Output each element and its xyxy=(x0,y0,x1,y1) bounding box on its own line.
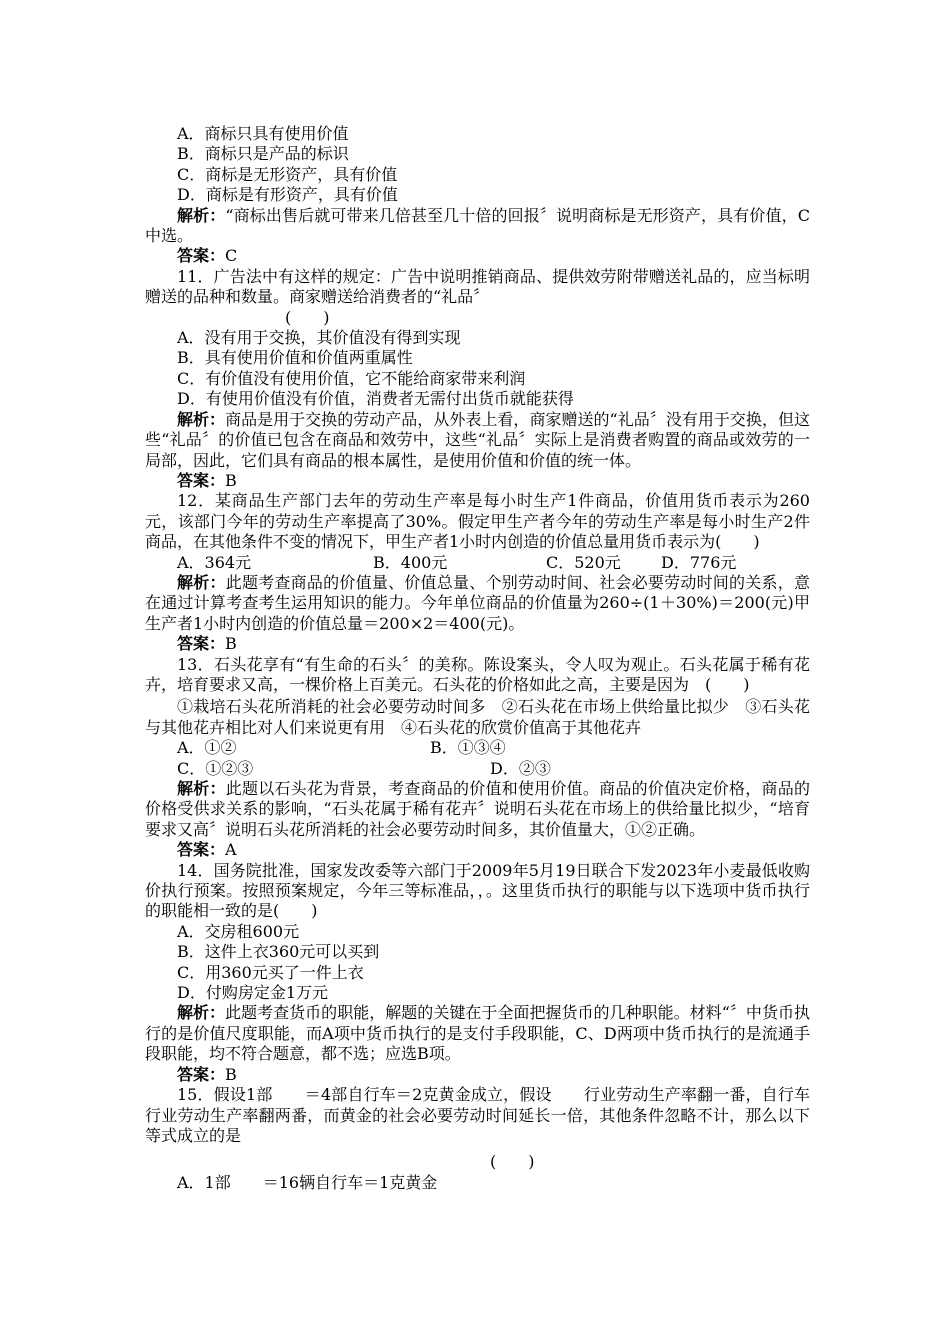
q12-analysis-label: 解析： xyxy=(177,572,226,592)
q11-option-a: A．没有用于交换，其价值没有得到实现 xyxy=(177,328,461,348)
q13-analysis xyxy=(145,779,810,840)
q12-option-d: D．776元 xyxy=(661,552,737,572)
q11-answer-paren: ( ) xyxy=(285,307,330,327)
q11-stem: 11．广告法中有这样的规定：广告中说明推销商品、提供效劳附带赠送礼品的，应当标明赠送的品种和数量。商家赠送给消费者的“礼品〞 xyxy=(145,266,810,307)
q13-option-b: B．①③④ xyxy=(430,738,506,758)
document-body xyxy=(145,124,810,1193)
q13-analysis-text: 此题以石头花为背景，考查商品的价值和使用价值。商品的价值决定价格，商品的价格受供求关系的影响，“石头花属于稀有花卉〞说明石头花在市场上的供给量比拟少，“培育要求又高〞说明石头花所消耗的社会必要劳动时间多，其价值量大，①②正确。 xyxy=(145,779,810,839)
q10-analysis-label: 解析： xyxy=(177,205,226,225)
q11-option-b: B．具有使用价值和价值两重属性 xyxy=(177,348,413,368)
q14-answer-label: 答案： xyxy=(177,1064,226,1084)
q13-answer-value: A xyxy=(225,840,237,860)
q13-options-row-2 xyxy=(145,759,810,779)
q12-answer-label: 答案： xyxy=(177,634,226,654)
q14-stem: 14．国务院批准，国家发改委等六部门于2009年5月19日联合下发2023年小麦最低收购价执行预案。按照预案规定，今年三等标准品，，。这里货币执行的职能与以下选项中货币执行的职能相一致的是( ) xyxy=(145,860,810,921)
q10-answer-label: 答案： xyxy=(177,246,226,266)
q15-answer-paren: ( ) xyxy=(490,1152,535,1172)
q13-options-row-1 xyxy=(145,738,810,758)
q12-analysis-text: 此题考查商品的价值量、价值总量、个别劳动时间、社会必要劳动时间的关系，意在通过计算考查考生运用知识的能力。今年单位商品的价值量为260÷(1＋30%)＝200(元)甲生产者1小时内创造的价值总量＝200×2＝400(元)。 xyxy=(145,572,810,633)
q15-option-a: A．1部 ＝16辆自行车＝1克黄金 xyxy=(177,1172,438,1192)
q11-answer-label: 答案： xyxy=(177,470,226,490)
q14-answer xyxy=(145,1065,810,1085)
q14-analysis xyxy=(145,1003,810,1064)
q15-stem: 15．假设1部 ＝4部自行车＝2克黄金成立，假设 行业劳动生产率翻一番，自行车行业劳动生产率翻两番，而黄金的社会必要劳动时间延长一倍，其他条件忽略不计，那么以下等式成立的是 xyxy=(145,1085,810,1145)
q10-option-a: A．商标只具有使用价值 xyxy=(177,124,349,143)
q11-analysis xyxy=(145,410,810,471)
q11-answer-value: B xyxy=(225,470,237,490)
q10-option-d: D．商标是有形资产，具有价值 xyxy=(177,185,398,205)
q13-option-a: A．①② xyxy=(177,738,237,758)
q14-analysis-label: 解析： xyxy=(177,1003,226,1023)
q12-answer-value: B xyxy=(225,634,237,654)
q12-option-c: C．520元 xyxy=(546,552,621,572)
q14-option-a: A．交房租600元 xyxy=(177,921,300,941)
q14-analysis-text: 此题考查货币的职能，解题的关键在于全面把握货币的几种职能。材料“〞中货币执行的是价值尺度职能，而A项中货币执行的是支付手段职能，C、D两项中货币执行的是流通手段职能，均不符合题意，都不选；应选B项。 xyxy=(145,1003,810,1064)
q10-answer xyxy=(145,246,810,266)
q12-answer xyxy=(145,634,810,654)
q13-answer-label: 答案： xyxy=(177,840,226,860)
q13-items: ①栽培石头花所消耗的社会必要劳动时间多 ②石头花在市场上供给量比拟少 ③石头花与其他花卉相比对人们来说更有用 ④石头花的欣赏价值高于其他花卉 xyxy=(145,697,810,737)
q11-option-c: C．有价值没有使用价值，它不能给商家带来利润 xyxy=(177,368,526,388)
q10-analysis-text: “商标出售后就可带来几倍甚至几十倍的回报〞说明商标是无形资产，具有价值，C中选。 xyxy=(145,205,810,246)
q12-options-row xyxy=(145,553,810,573)
q12-stem: 12．某商品生产部门去年的劳动生产率是每小时生产1件商品，价值用货币表示为260元，该部门今年的劳动生产率提高了30%。假定甲生产者今年的劳动生产率是每小时生产2件商品，在其他条件不变的情况下，甲生产者1小时内创造的价值总量用货币表示为( ) xyxy=(145,491,810,552)
q12-option-a: A．364元 xyxy=(177,552,252,572)
q14-option-c: C．用360元买了一件上衣 xyxy=(177,962,364,982)
q11-analysis-text: 商品是用于交换的劳动产品，从外表上看，商家赠送的“礼品〞没有用于交换，但这些“礼品〞的价值已包含在商品和效劳中，这些“礼品〞实际上是消费者购置的商品或效劳的一局部，因此，它们具有商品的根本属性，是使用价值和价值的统一体。 xyxy=(145,409,810,470)
q11-analysis-label: 解析： xyxy=(177,409,226,429)
q10-option-c: C．商标是无形资产，具有价值 xyxy=(177,164,398,184)
q13-option-c: C．①②③ xyxy=(177,758,254,778)
q13-analysis-label: 解析： xyxy=(177,779,226,798)
q14-option-d: D．付购房定金1万元 xyxy=(177,983,329,1003)
q11-option-d: D．有使用价值没有价值，消费者无需付出货币就能获得 xyxy=(177,389,574,409)
q13-answer xyxy=(145,840,810,860)
q14-answer-value: B xyxy=(225,1064,237,1084)
q14-option-b: B．这件上衣360元可以买到 xyxy=(177,942,380,962)
q10-option-b: B．商标只是产品的标识 xyxy=(177,144,349,164)
q11-answer xyxy=(145,471,810,491)
q12-option-b: B．400元 xyxy=(373,552,448,572)
q12-analysis xyxy=(145,573,810,634)
q13-stem: 13．石头花享有“有生命的石头〞的美称。陈设案头，令人叹为观止。石头花属于稀有花卉，培育要求又高，一棵价格上百美元。石头花的价格如此之高，主要是因为 ( ) xyxy=(145,654,810,694)
q10-answer-value: C xyxy=(225,246,238,266)
q13-option-d: D．②③ xyxy=(490,758,551,778)
q10-analysis xyxy=(145,206,810,247)
